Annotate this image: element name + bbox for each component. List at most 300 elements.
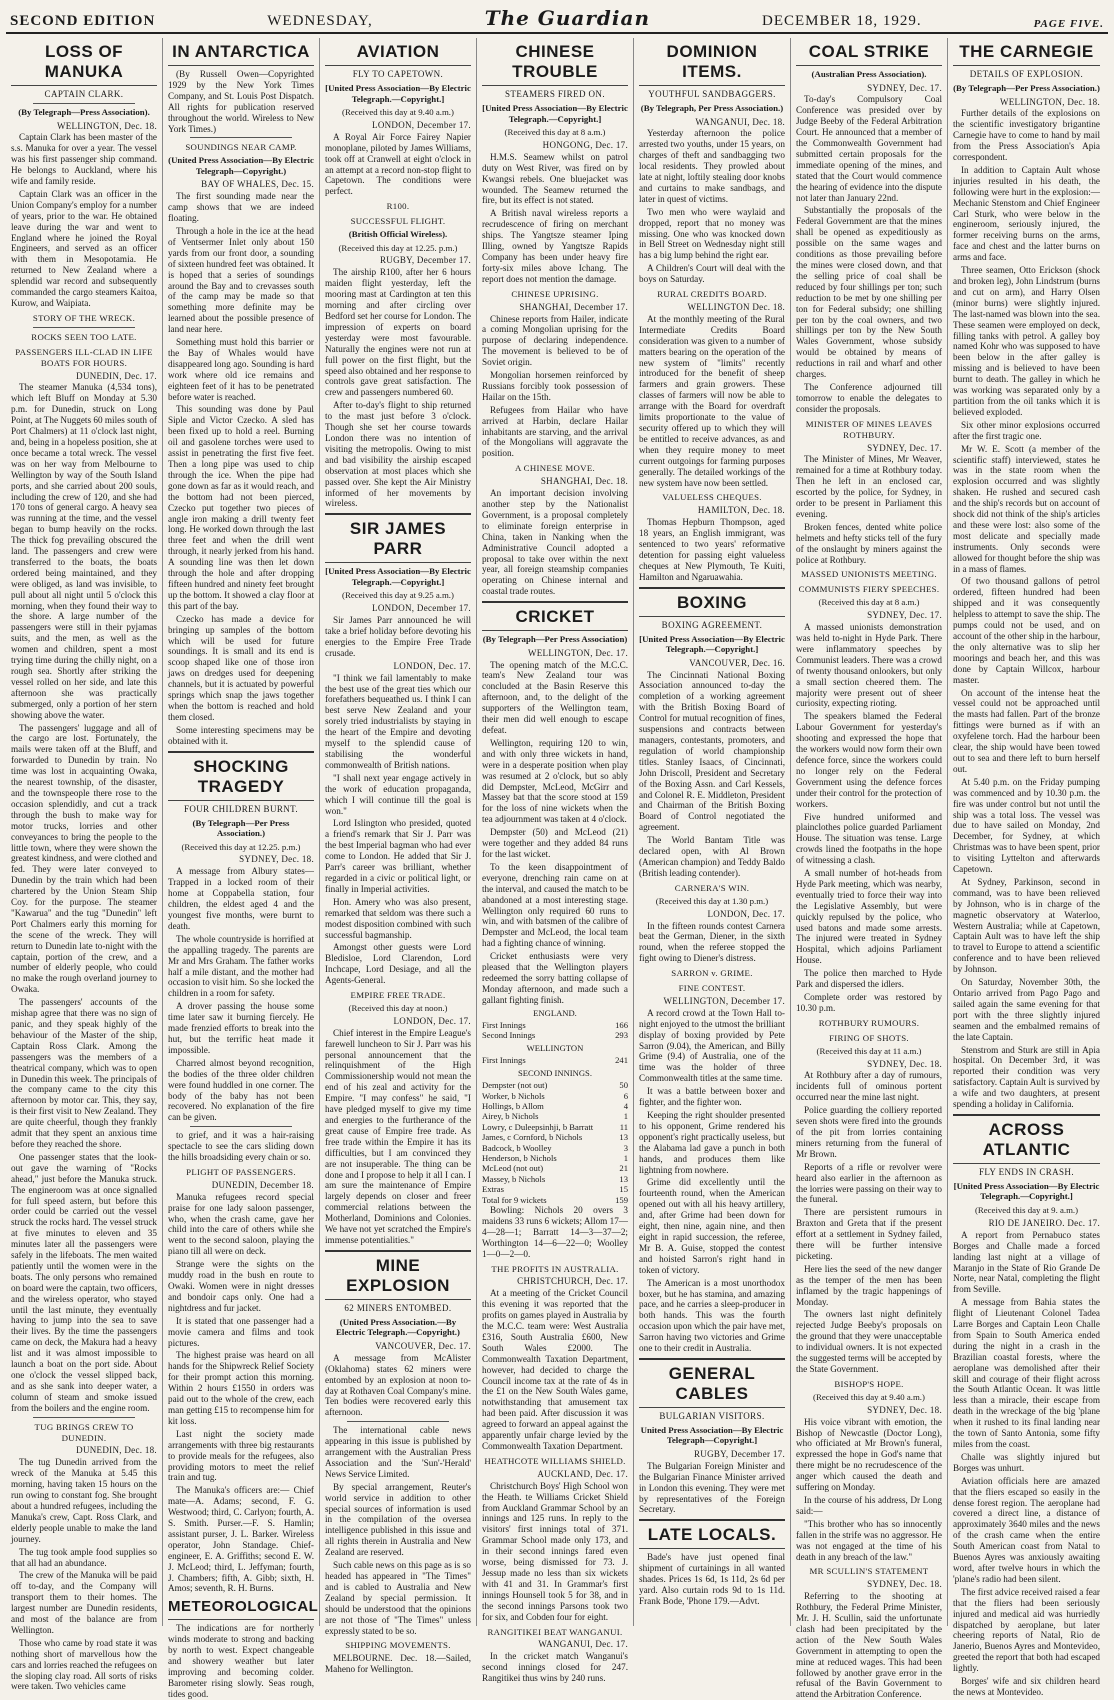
paragraph: Mr W. E. Scott (a member of the scientific staff) interviewed, states he was in the state room when the explosion occurred and was slightly shaken. He rushed and secured cash and the ship's records but on account of shock did not think of the ship's articles and these were lost: also some of the most delicate and specially made instruments. Only seconds were allowed for thought before the ship was in a mass of flames. — [953, 443, 1100, 574]
paragraph: A record crowd at the Town Hall to-night enjoyed to the utmost the brilliant display of boxing provided by Pete Sarron (9.04), the American, and Billy Grime (9.4) of Australia, one of the time was the holder of three Commonwealth titles at the same time. — [639, 1007, 785, 1084]
dateline: DUNEDIN, Dec. 18. — [76, 1445, 157, 1456]
paragraph: Keeping the right shoulder presented to his opponent, Grime rendered his opponent's right practically useless, but the Alabama lad gave a punch in both hands, and produces them like lightning from nowhere. — [639, 1110, 785, 1175]
headline-in-antarctica: IN ANTARCTICA — [168, 42, 314, 66]
batsman: Henderson, b Nichols — [482, 1152, 557, 1163]
total-row — [482, 1195, 628, 1205]
score-label: First Innings — [482, 1055, 526, 1066]
score-row — [482, 1055, 628, 1065]
batsman: Worker, b Nichols — [482, 1090, 545, 1101]
subheading: HEATHCOTE WILLIAMS SHIELD. — [484, 1455, 626, 1466]
paragraph: Christchurch Boys' High School won the Heath. te Williams Cricket Shield from Auckland Grammar School by an innings and 125 runs. In reply to the visitors' first innings total of 371. Grammar School made only 173, and in their second innings fared even worse, being dismissed for 73. J. Jessup made no less than six wickets with 41 and 31. In Grammar's first innings Hounsell took 5 for 38, and in the second innings Parsons took two for six, and Cobden four for eight. — [482, 1480, 628, 1622]
dateline: SYDNEY, Dec. 18. — [239, 854, 314, 865]
batting-row — [482, 1153, 628, 1163]
paragraph: A message from McAlister (Oklahoma) states 62 miners were entombed by an explosion at noon to-day at Rothaven Coal Company's mine. Ten bodies were recovered early this afternoon. — [325, 1352, 471, 1418]
paragraph: The Bulgarian Foreign Minister and the Bulgarian Finance Minister arrived in London this evening. They were met by representatives of the Foreign Secretary. — [639, 1460, 785, 1515]
paragraph: Lord Islington who presided, quoted a friend's remark that Sir J. Parr was the best Imperial bagman who had ever come to London. He added that Sir J. Parr's career was brilliant, whether regarded in a civic or political light, or finally in Imperial activities. — [325, 818, 471, 894]
headline-boxing: BOXING — [639, 593, 785, 617]
score-value: 293 — [615, 1030, 628, 1041]
paragraph: The first sounding made near the camp shows that we are indeed floating. — [168, 191, 314, 224]
paragraph: On account of the intense heat the vessel could not be approached until the masts had fallen. Part of the bronze fittings were burned as if with an oxyfelene torch. Had the harbour been clear, the ship would have been towed out to sea and there left to burn herself out. — [953, 687, 1100, 774]
subheading: FIRING OF SHOTS. — [829, 1032, 909, 1043]
divider — [639, 1358, 785, 1360]
score-row — [482, 1020, 628, 1030]
team-label: ENGLAND. — [533, 1007, 577, 1018]
paragraph: Manuka refugees record special praise for one lady saloon passenger, who, when the crash came, gave her child into the care of others while she went to the second saloon, playing the piano till all were on deck. — [168, 1191, 314, 1257]
paragraph: A message from Albury states—Trapped in a locked room of their home at Coppabella station, four children, the eldest aged 4 and the youngest five months, were burnt to death. — [168, 866, 314, 931]
received-note: (Received this day at 1.30 p.m.) — [655, 895, 769, 906]
headline-aviation: AVIATION — [325, 42, 471, 66]
batsman: James, c Cornford, b Nichols — [482, 1132, 583, 1143]
paragraph: A report from Pernabuco states Borges and Challe made a forced landing last night at a village of Maranjo in the State of Rio Grande De Norte, near Natal, completing the flight from Seville. — [953, 1229, 1100, 1295]
paragraph: One passenger states that the look-out gave the warning of "Rocks ahead," just before the Manuka struck. The engineroom was at once signalled for full speed astern, but before this order could be carried out the vessel struck the rocks hard. The vessel struck at five minutes to eleven and 35 minutes later all the passengers were safely in the lifeboats. The men waited patiently until the women were in the boats. The only persons who remained on board were the captain, two officers, and the wireless operator, who stayed until the last minute, they eventually having to jump into the sea to save their lives. By the time the passengers came on deck, the Makura had a heavy list and it was almost impossible to launch a boat on the port side. About one o'clock the vessel slipped back, and as she sank into deeper water, a column of steam and smoke issued from the boilers and the engine room. — [11, 1151, 157, 1413]
dateline: SYDNEY, Dec. 18. — [867, 1404, 942, 1415]
paragraph: Those who came by road state it was nothing short of marvellous how the cars and lorries reached the refugees on the sloping clay road. All sorts of risks were taken. Two vehicles came — [11, 1637, 157, 1692]
dateline: DUNEDIN, Dec. 17. — [76, 370, 157, 381]
batting-row — [482, 1184, 628, 1194]
divider — [325, 1250, 471, 1252]
paragraph: The tug took ample food supplies so that all had an abundance. — [11, 1546, 157, 1568]
deck: FOUR CHILDREN BURNT. — [183, 803, 299, 814]
column-7 — [948, 38, 1105, 1697]
paragraph: Some interesting specimens may be obtained with it. — [168, 724, 314, 746]
runs: 3 — [623, 1142, 628, 1153]
subheading: TUG BRINGS CREW TO DUNEDIN. — [34, 1421, 134, 1443]
paragraph: At 5.40 p.m. on the Friday pumping was commenced and by 10.30 p.m. the fire was under control but not until the ship was a total loss. The vessel was due to have sailed on Monday, 2nd December, for Sydney, at which Christmas was to have been spent, prior to visiting Lyttelton and afterwards Capetown. — [953, 776, 1100, 875]
wire-credit: (By Telegraph—Per Press Association.) — [953, 83, 1100, 93]
received-note: (Received this day at 11 a.m.) — [816, 1045, 922, 1056]
paragraph: Three seamen, Otto Erickson (shock and broken leg), John Lindstrum (burns and cut on arm), and Harry Olsen (minor burns) were slightly injured. The last-named was blown into the sea. These seamen were employed on deck, filling tanks with petrol. A galley boy named Kohr who was supposed to have been below in the after galley is missing and is believed to have been burnt to death. The galley in which he was working was separated only by a partition from the oil tanks which it is believed exploded. — [953, 265, 1100, 417]
paragraph: Substantially the proposals of the Federal Government are that the mines shall be opened as expeditiously as possible on the same wages and conditions as those prevailing before the mines were closed down, and that the selling price of coal shall be reduced by four shillings per ton; such reduction to be met by one shilling per ton for Federal subsidy; one shilling per ton by the coal owners, and two shillings per ton by the New South Wales Government, whose subsidy would be obtained by means of reductions in rail and wharf and other charges. — [796, 205, 942, 380]
headline-meteorological: METEOROLOGICAL — [168, 1598, 314, 1620]
subheading: PLIGHT OF PASSENGERS. — [186, 1166, 296, 1177]
batsman: Massey, b Nichols — [482, 1173, 546, 1184]
paragraph: On Saturday, November 30th, the Ontario arrived from Pago Pago and sailed again the same evening for that port with the three slightly injured seamen and the embalmed remains of the late Captain. — [953, 977, 1100, 1042]
paragraph: Six other minor explosions occurred after the first tragic one. — [953, 419, 1100, 441]
paragraph: A Royal Air Force Fairey Napier monoplane, piloted by James Williams, took off at Cranwell at eight o'clock in an attempt at a record non-stop flight to Capetown. The conditions were perfect. — [325, 131, 471, 197]
paragraph: It was a battle between boxer and fighter, and the fighter won. — [639, 1086, 785, 1108]
headline-cricket: CRICKET — [482, 607, 628, 631]
paragraph: Five hundred uniformed and plainclothes police guarded Parliament House. The situation was tense. Large crowds lined the footpaths in the hope of witnessing a clash. — [796, 811, 942, 866]
wire-credit: [United Press Association—By Electric Telegraph.—Copyright.] — [325, 83, 471, 104]
dateline: VANCOUVER, Dec. 16. — [689, 657, 785, 668]
divider — [33, 1417, 135, 1418]
paragraph: Mongolian horsemen reinforced by Russians forcibly took possession of Hailar on the 15th. — [482, 370, 628, 402]
subheading: MASSED UNIONISTS MEETING. — [801, 569, 937, 580]
subheading: VALUELESS CHEQUES. — [662, 492, 762, 503]
column-5 — [634, 38, 791, 1626]
paragraph: The passengers' accounts of the mishap agree that there was no sign of panic, and they speak highly of the behaviour of the Master of the ship, Captain Ross Clark. Among the passengers was the members of a theatrical company, which was to open in Dunedin this week. The principals of the company came to the city this afternoon by motor car. This, they say, is their first visit to New Zealand. They are quite cheerful, though they frankly admit that they spent an anxious time before they reached the shore. — [11, 997, 157, 1149]
paragraph: A British naval wireless reports a recrudescence of firing on merchant ships. The Yangtsze steamer Iping Illing, owned by Yangtsze Rapids Company has been under heavy fire forty-six miles above Ichang. The report does not mention the damage. — [482, 208, 628, 284]
column-4 — [477, 38, 634, 1684]
headline-loss-of-manuka: LOSS OF MANUKA — [11, 42, 157, 86]
paragraph: Chinese reports from Hailer, indicate a coming Mongolian uprising for the purpose of declaring independence. The movement is believed to be of Soviet origin. — [482, 313, 628, 368]
paragraph: Charred almost beyond recognition, the bodies of the three older children were found huddled in one corner. The body of the baby has not been recovered. No explanation of the fire can be given. — [168, 1057, 314, 1123]
batting-row — [482, 1122, 628, 1132]
column-2 — [163, 38, 320, 1699]
subheading: EMPIRE FREE TRADE. — [350, 990, 446, 1001]
subheading: BISHOP'S HOPE. — [834, 1378, 904, 1389]
divider — [33, 103, 135, 104]
batting-row — [482, 1080, 628, 1090]
batsman: Extras — [482, 1184, 504, 1195]
paragraph: By special arrangement, Reuter's world service in addition to other special sources of information is used in the compilation of the oversea intelligence published in this issue and all rights therein in Australia and New Zealand are reserved. — [325, 1481, 471, 1558]
dateline: WELLINGTON, Dec. 18. — [999, 96, 1100, 107]
issue-date: DECEMBER 18, 1929. — [761, 13, 922, 29]
divider — [168, 751, 314, 753]
headline-coal-strike: COAL STRIKE — [796, 42, 942, 66]
paragraph: To the keen disappointment of everyone, drenching rain came on at the interval, and caused the match to be abandoned at a most interesting stage. Wellington only required 60 runs to win, and with batsmen of the calibre of Dempster and McLeod, the local team had a fighting chance of winning. — [482, 861, 628, 949]
dateline: SYDNEY, Dec. 17. — [867, 442, 942, 453]
score-value: 166 — [615, 1020, 628, 1031]
deck: 62 MINERS ENTOMBED. — [344, 1302, 452, 1313]
column-3 — [320, 38, 477, 1675]
paragraph: The highest praise was heard on all hands for the Shipwreck Relief Society for their prompt action this morning. Within 2 hours £1550 in orders was paid out to the whole of the crew, each man getting £15 to recompense him for kit loss. — [168, 1350, 314, 1426]
paragraph: Bade's have just opened final shipment of curtainings in all wanted shades. Prices 1s 6d, 1s 11d, 2s 6d per yard. Also curtain rods 9d to 1s 11d. Frank Bode, 'Phone 179.—Advt. — [639, 1552, 785, 1606]
dateline: VANCOUVER, Dec. 17. — [375, 1340, 471, 1351]
dateline: BAY OF WHALES, Dec. 15. — [201, 179, 314, 190]
wire-credit: [United Press Association—By Electric Telegraph.—Copyright.] — [482, 103, 628, 124]
weekday-label: WEDNESDAY, — [267, 13, 373, 29]
dateline: WELLINGTON, Dec. 17. — [527, 647, 628, 658]
paragraph: The Conference adjourned till tomorrow to enable the delegates to consider the proposals. — [796, 381, 942, 414]
paragraph: In the fifteen rounds contest Carnera beat the German, Diener, in the sixth round, when the referee stopped the fight owing to Diener's distress. — [639, 920, 785, 964]
subheading: CHINESE UPRISING. — [511, 288, 599, 299]
paragraph: to grief, and it was a hair-raising spectacle to see the cars sliding down the hills broadsiding every chain or so. — [168, 1130, 314, 1163]
deck: FLY TO CAPETOWN. — [352, 69, 444, 79]
deck: YOUTHFUL SANDBAGGERS. — [648, 89, 776, 99]
paragraph: Captain Clark has been master of the s.s. Manuka for over a year. The vessel was his first passenger ship command. He belongs to Auckland, where his wife and family reside. — [11, 132, 157, 187]
batting-row — [482, 1143, 628, 1153]
paragraph: The crew of the Manuka will be paid off to-day, and the Company will transport them to their homes. The largest number are Dunedin residents, and most of the balance are from Wellington. — [11, 1570, 157, 1635]
deck: FLY ENDS IN CRASH. — [979, 1166, 1074, 1177]
wire-credit: United Press Association—By Electric Telegraph—Copyright.] — [640, 1424, 784, 1446]
subheading: ROCKS SEEN TOO LATE. — [31, 331, 137, 342]
paragraph: Chief interest in the Empire League's farewell luncheon to Sir J. Parr was his personal announcement that the relinquishment of the High Commissionership would not mean the end of his zeal and activity for the Empire. "I may confess" he said, "I have pledged myself to give my time and energies to the furtherance of the great cause of Empire free trade. As free trade within the Empire it has its difficulties, but I am convinced they are not insuperable. The thing can be done and I propose to help it all I can. I am sure the maintenance of Empire largely depends on closer and freer commercial relations between the Motherland, Dominions and Colonies. We have not yet scratched the Empire's immense potentialities." — [325, 1027, 471, 1245]
column-6 — [791, 38, 948, 1700]
paragraph: At the monthly meeting of the Rural Intermediate Credits Board consideration was given to a number of matters bearing on the operation of the new system of "limits" recently introduced for the benefit of sheep farmers and grain growers. These classes of farmers will now be able to arrange with the Board for overdraft limits proportionate to the value of security offered up to which they will be entitled to receive advances, as and when they require money to meet current outgoings for farming purposes generally. The detailed workings of the new system have now been settled. — [639, 313, 785, 488]
paragraph: In the course of his address, Dr Long said:— — [796, 1494, 942, 1516]
paragraph: The American is a most unorthodox boxer, but he has stamina, and amazing pace, and he carries a sleep-producer in both hands. This was the fourth occasion upon which the pair have met, Sarron having two victories and Grime one to their credit in Australia. — [639, 1277, 785, 1354]
paragraph: An important decision involving another step by the Nationalist Government, is a proposal completely to eliminate foreign enterprise in China, taken in Nanking when the Administrative Council adopted a proposal to take over within the next year, all foreign steamship companies operating on Chinese internal and coastal trade routes. — [482, 488, 628, 597]
batting-row — [482, 1132, 628, 1142]
dateline: HAMILTON, Dec. 18. — [697, 505, 785, 516]
paragraph: To-day's Compulsory Coal Conference was presided over by Judge Beeby of the Federal Arbitration Court. He announced that a member of the Commonwealth Government had submitted certain proposals for the immediate opening of the mines, and stated that the Court would commence the hearing of evidence into the dispute not later than January 22nd. — [796, 94, 942, 203]
paragraph: Challe was slightly injured but Borges was unhurt. — [953, 1451, 1100, 1473]
subheading: PASSENGERS ILL-CLAD IN LIFE BOATS FOR HOURS. — [15, 346, 153, 368]
paragraph: Hon. Amery who was also present, remarked that seldom was there such a modest disposition combined with such successful bagmanship. — [325, 896, 471, 940]
dateline: SYDNEY, Dec. 17. — [867, 82, 942, 93]
score-value: 241 — [615, 1055, 628, 1066]
dateline: SYDNEY, Dec. 18. — [867, 1579, 942, 1590]
paragraph: "This brother who has so innocently fallen in the strife was no aggressor. He was not engaged at the time of his death in any breach of the law." — [796, 1518, 942, 1562]
runs: 1 — [623, 1111, 628, 1122]
headline-late-locals: LATE LOCALS. — [639, 1525, 785, 1549]
runs: 15 — [619, 1184, 628, 1195]
paragraph: Wellington, requiring 120 to win, and with only three wickets in hand, were in a desperate position when play was resumed at 2 o'clock, but so ably did Dempster, McLeod, McGirr and Massey bat that the score stood at 159 for the loss of nine wickets when the tea adjournment was taken at 4 o'clock. — [482, 737, 628, 825]
paragraph: Of two thousand gallons of petrol ordered, fifteen hundred had been shipped and it was consequently helpless to attempt to save the ship. The pumps could not be used, and on account of the other ship in the harbour, the only alternative was to slip her moorings and beach her, and this was done by Captain Willcox, harbour master. — [953, 576, 1100, 685]
batting-row — [482, 1163, 628, 1173]
subheading: ROTHBURY RUMOURS. — [818, 1017, 920, 1028]
team-label: WELLINGTON — [526, 1042, 584, 1053]
deck: BULGARIAN VISITORS. — [659, 1410, 765, 1421]
paragraph: Police guarding the colliery reported seven shots were fired into the grounds of the pit from lorries containing miners returning from the funeral of Mr Brown. — [796, 1105, 942, 1159]
paragraph: "I think we fail lamentably to make the best use of the great ties which our forefathers bequeathed us. I think I can best serve New Zealand and your sorely tried industrialists by staying in the heart of the Empire and devoting myself to the splendid cause of stabilising the wonderful commonwealth of British nations. — [325, 672, 471, 770]
dateline: SHANGHAI, December 17. — [519, 301, 628, 312]
paragraph: Further details of the explosions on the scientific investigatory brigantine Carnegie have to come to hand by mail from the Press Association's Apia correspondent. — [953, 108, 1100, 163]
headline-dominion-items: DOMINION ITEMS. — [639, 42, 785, 86]
divider — [953, 1114, 1100, 1116]
wire-credit: (British Official Wireless). — [348, 229, 448, 240]
runs: 6 — [623, 1090, 628, 1101]
paragraph: Captain Clark was an officer in the Union Company's employ for a number of years, prior to the war. He obtained leave during the war and went to England where he joined the Royal Engineers, and served as an officer with them in Mesopotamia. He returned to New Zealand where a splendid war record and subsequently commanded the cargo steamers Kaitoa, Kurow, and Waipiata. — [11, 188, 157, 308]
deck: STEAMERS FIRED ON. — [505, 89, 605, 99]
subheading: A CHINESE MOVE. — [514, 463, 595, 474]
subheading: THE PROFITS IN AUSTRALIA. — [491, 1263, 619, 1274]
paragraph: His voice vibrant with emotion, the Bishop of Newcastle (Doctor Long), who officiated at Mr Brown's funeral, expressed the hope in God's name that there might be no recrudescence of the anger which caused the death and suffering on Monday. — [796, 1416, 942, 1493]
runs: 13 — [619, 1132, 628, 1143]
paragraph: There are persistent rumours in Braxton and Greta that if the present effort at a settlement in Sydney failed, there will be further intensive picketing. — [796, 1207, 942, 1261]
wire-credit: (Australian Press Association). — [811, 69, 927, 79]
wire-credit: (By Telegraph, Per Press Association.) — [640, 103, 784, 113]
dateline: SHANGHAI, Dec. 18. — [540, 476, 628, 487]
divider — [639, 587, 785, 589]
received-note: (Received this day at 12.25. p.m.) — [181, 841, 301, 852]
runs: 11 — [619, 1121, 628, 1132]
subheading: SARRON v. GRIME. — [671, 968, 753, 979]
received-note: (Received this day at 9.40 a.m.) — [342, 107, 454, 117]
batting-row — [482, 1174, 628, 1184]
dateline: CHRISTCHURCH, Dec. 17. — [517, 1276, 628, 1287]
paragraph: In the cricket match Wanganui's second innings closed for 247. Rangitikei thus wins by 240 runs. — [482, 1651, 628, 1684]
subheading: RURAL CREDITS BOARD. — [657, 289, 767, 300]
dateline: WELLINGTON, Dec. 18. — [56, 120, 157, 131]
headline-sir-james-parr: SIR JAMES PARR — [325, 519, 471, 563]
paragraph: The international cable news appearing in this issue is published by arrangement with the Australian Press Association and the 'Sun'-'Herald' News Service Limited. — [325, 1425, 471, 1479]
dateline: RUGBY, December 17. — [693, 1448, 785, 1459]
paragraph: It is stated that one passenger had a movie camera and films and took pictures. — [168, 1315, 314, 1348]
paragraph: A message from Bahia states the flight of Lieutenant Colonel Tadea Larre Borges and Captain Leon Challe from Spain to South America ended during the night in a crash in the Brazilian coastal forests, where the aeroplane was demolished after their skill and courage of their flight across the South Atlantic Ocean. It was little less than a miracle, their escape from death in the wreckage of the big 'plane when it rushed to its final landing near the town of Santo Antonia, some fifty miles from the coast. — [953, 1297, 1100, 1449]
score-label: Second Innings — [482, 1030, 536, 1041]
paragraph: Reports of a rifle or revolver were heard also earlier in the afternoon as the lorries were passing on their way to the funeral. — [796, 1161, 942, 1205]
runs: 13 — [619, 1173, 628, 1184]
columns — [6, 38, 1108, 1700]
wire-credit: [United Press Association—By Electric Telegraph.—Copyright.] — [325, 566, 471, 587]
dateline: HONGONG, Dec. 17. — [542, 139, 628, 150]
paragraph: Strange were the sights on the muddy road in the bush en route to Owaki. Women were in night dresses and bondoir caps only. One had a nightdress and fur jacket. — [168, 1259, 314, 1313]
paragraph: Aviation officials here are amazed that the fliers escaped so easily in the dense forest region. The aeroplane had covered a direct line, a distance of approximately 3640 miles and the news of the crash came when the entire South American coast from Natal to Buenos Ayres was anxiously awaiting word, after twelve hours in which the 'plane's radio had been silent. — [953, 1475, 1100, 1584]
headline-general-cables: GENERAL CABLES — [639, 1364, 785, 1408]
received-note: (Received this day at 9. a.m.) — [974, 1204, 1079, 1215]
paper-title: The Guardian — [484, 6, 650, 30]
paragraph: Cricket enthusiasts were very pleased that the Wellington players redeemed the sorry batting collapse of Monday afternoon, and made such a gallant fighting finish. — [482, 951, 628, 1005]
paragraph: Dempster (50) and McLeod (21) were together and they added 84 runs for the last wicket. — [482, 827, 628, 859]
paragraph: Bowling: Nichols 20 overs 3 maidens 33 runs 6 wickets; Allom 17—4—28—1; Barratt 14—3—37—2; Worthington 14—6—22—0; Woolley 1—0—2—0. — [482, 1204, 628, 1259]
dateline: LONDON, Dec. 17. — [707, 908, 785, 919]
runs: 50 — [619, 1080, 628, 1091]
paragraph: Thomas Hepburn Thompson, aged 18 years, an English immigrant, was sentenced to two years' reformative detention for passing eight valueless cheques at New Plymouth, Te Kuiti, Hamilton and Ngaruawahia. — [639, 517, 785, 582]
paragraph: Through a hole in the ice at the head of Ventsermer Inlet only about 150 yards from our front door, a sounding of sixteen hundred feet was obtained. It is hoped that a series of soundings around the Bay and to crevasses south of the camp may be made so that something more definite may be learned about the possible presence of land near here. — [168, 225, 314, 335]
paragraph: Yesterday afternoon the police arrested two youths, under 15 years, on charges of theft and sandbagging two local residents. They prowled about late at night, loftily stealing door knobs and curtains to make sandbags, and later in quest of victims. — [639, 128, 785, 204]
headline-the-carnegie: THE CARNEGIE — [953, 42, 1100, 66]
paragraph: The passengers' luggage and all of the cargo are lost. Fortunately, the mails were taken off at the Bluff, and forwarded to Dunedin by train. No time was lost in acquainting Owaka, the nearest township, of the disaster, and the townspeople there rose to the occasion splendidly, and cut a track through the bush to make way for motor trucks, lorries and other conveyances to bring the people to the little town, where they were shown the greatest kindness, and were clothed and fed. They were later conveyed to Dunedin by the train which had been chartered by the Union Steam Ship Coy. for the purpose. The steamer "Kawarua" and the tug "Dunedin" left Port Chalmers early this morning for the scene of the wreck. They will return to Dunedin late to-night with the captain, portion of the crew, and a number of elderly people, who could no make the rough overland journey to Owaka. — [11, 722, 157, 995]
paragraph: The owners last night definitely rejected Judge Beeby's proposals on the ground that they were unacceptable to individual owners. It is not expected the suggested terms will be accepted by the State Government. — [796, 1309, 942, 1374]
paragraph: The Manuka's officers are:— Chief mate—A. Adams; second, F. G. Westwood; third, C. Carlyon; fourth, A. S. Smith. Purser.—F. S. Hamlin; assistant purser, J. L. Barker. Wireless operator, John Standage. Chief-engineer, E. A. Griffiths; second E. W. J. McLeod; third, L. Jeffyman; fourth, J. Chambers; fifth, A. Gibb; sixth, H. Amos; seventh, R. H. Burns. — [168, 1485, 314, 1594]
paragraph: Referring to the shooting at Rothbury, the Federal Prime Minister, Mr. J. H. Scullin, said the unfortunate clash had been precipitated by the action of the New South Wales Government in attempting to open the mine at reduced wages. This had been followed by another grave error in the refusal of the Bavin Government to attend the Arbitration Conference. — [796, 1591, 942, 1700]
batting-row — [482, 1091, 628, 1101]
wire-credit: (By Telegraph—Press Association). — [18, 107, 150, 117]
deck: BOXING AGREEMENT. — [661, 619, 763, 630]
subheading: STORY OF THE WRECK. — [32, 312, 136, 323]
paragraph: The indications are for northerly winds moderate to strong and backing by north to west. Expect changeable and showery weather but later improving and becoming colder. Barometer rising slowly. Seas rough, tides good. — [168, 1623, 314, 1699]
paragraph: At Sydney, Parkinson, second in command, was to have been relieved by Johnson, who is in charge of the magnetic observatory at Waterloo, Western Australia; while at Capetown, Captain Ault was to have left the ship to travel to Europe to attend a scientific conference and to have been relieved by Johnson. — [953, 876, 1100, 975]
wire-credit: (United Press Association—By Electric Telegraph—Copyright.) — [168, 155, 314, 176]
paragraph: A Children's Court will deal with the boys on Saturday. — [639, 263, 785, 285]
paragraph: "I shall next year engage actively in the work of education propaganda, which I will continue till the goal is won." — [325, 772, 471, 816]
batsman: Dempster (not out) — [482, 1080, 548, 1091]
paragraph: The first advice received raised a fear that the fliers had been seriously injured and medical aid was hurriedly dispatched by aeroplane, but later cheering reports of Natal, Rio de Janerio, Buenos Ayres and Montevideo, greeted the report that both had escaped lightly. — [953, 1586, 1100, 1674]
dateline: RIO DE JANEIRO. Dec. 17. — [988, 1217, 1100, 1228]
paragraph: Czecko has made a device for bringing up samples of the bottom which will be used for future soundings. It is small and its end is scoop shaped like one of those iron jaws on dredges used for deepening channels, but it is actuated by powerful springs which snap the jaws together when the bottom is reached and hold them closed. — [168, 613, 314, 722]
paragraph: Something must hold this barrier or the Bay of Whales would have disappeared long ago. Sounding is hard work where old ice remains and eighteen feet of it has to be penetrated before water is reached. — [168, 337, 314, 402]
paragraph: The opening match of the M.C.C. team's New Zealand tour was concluded at the Basin Reserve this afternoon, and, to the delight of the supporters of the Wellington team, their men did well enough to escape defeat. — [482, 659, 628, 735]
dateline: WELLINGTON, December 17. — [663, 995, 785, 1006]
innings-label: SECOND INNINGS. — [517, 1067, 592, 1078]
total-label: Total for 9 wickets — [482, 1194, 547, 1205]
paragraph: A small number of hot-heads from Hyde Park meeting, which was nearby, eventually tried to force their way into the Legislative Assembly, but were quickly repulsed by the police, who used batons and made some arrests. The injured were treated in Sydney Hospital, which adjoins Parliament House. — [796, 868, 942, 966]
paragraph: The airship R100, after her 6 hours maiden flight yesterday, left the mooring mast at Cardington at ten this morning and after circling over Bedford set her course for London. The impression of experts on board yesterday were most favourable. Naturally the engines were not run at full power on the first flight, but the speed also obtained and her response to controls gave great satisfaction. The crew and passengers numbered 60. — [325, 267, 471, 398]
received-note: (Received this day at noon.) — [348, 1002, 448, 1013]
subheading: RANGITIKEI BEAT WANGANUI. — [487, 1626, 623, 1637]
subheading: SHIPPING MOVEMENTS. — [345, 1640, 451, 1651]
paragraph: In addition to Captain Ault whose injuries resulted in his death, the following were hurt in the explosion:—Mechanic Stenstom and Chief Engineer Carl Sturk, who were below in the engineroom, seriously injured, the former receiving burns on the arms, face and chest and the latter burns on arms and face. — [953, 164, 1100, 263]
paragraph: Amongst other guests were Lord Bledisloe, Lord Clarendon, Lord Inchcape, Lord Desiage, and all the Agents-General. — [325, 942, 471, 986]
paragraph: The World Bantam Title was declared open, with Al Brown (American champion) and Teddy Baldo (British leading contender). — [639, 835, 785, 878]
wire-credit: (By Telegraph—Per Press Association.) — [192, 817, 290, 839]
paragraph: The whole countryside is horrified at the appalling tragedy. The parents are Mr and Mrs Graham. The father works half a mile distant, and the mother had occasion to visit him. So she locked the children in a room for safety. — [168, 933, 314, 999]
paragraph: A massed unionists demonstration was held to-night in Hyde Park. There were inflammatory speeches by Communist leaders. There was a crowd of twenty thousand onlookers, but only a small section cheered them. The majority were present out of sheer curiosity, expecting rioting. — [796, 622, 942, 709]
subheading: FINE CONTEST. — [678, 983, 746, 994]
paragraph: H.M.S. Seamew whilst on patrol duty on West River, was fired on by Kwangsi rebels. One bluejacket was wounded. The Seamew returned the fire, but its effect is not stated. — [482, 151, 628, 206]
divider — [190, 1126, 292, 1127]
wire-credit: (United Press Association.—By Electric Telegraph.—Copyright.) — [336, 1316, 460, 1338]
paragraph: Here lies the seed of the new danger as the temper of the men has been inflamed by the tragic happenings of Monday. — [796, 1263, 942, 1307]
dateline: LONDON, Dec. 17. — [393, 1015, 471, 1026]
divider — [639, 1519, 785, 1521]
headline-shocking-tragedy: SHOCKING TRAGEDY — [168, 757, 314, 801]
score-label: First Innings — [482, 1020, 526, 1031]
dateline: WANGANUI, Dec. 18. — [695, 116, 785, 127]
dateline: LONDON, December 17. — [372, 603, 471, 614]
scoreboard — [482, 1008, 628, 1205]
headline-across-atlantic: ACROSS ATLANTIC — [953, 1120, 1100, 1164]
divider — [325, 513, 471, 515]
masthead — [6, 4, 1108, 34]
paragraph: Broken fences, dented white police helmets and hefty sticks tell of the fury of the onslaught by miners against the police at Rothbury. — [796, 521, 942, 565]
paragraph: Grime did excellently until the fourteenth round, when the American opened out with all his heavy artillery, and, after Grime had been down for eight, then nine, again nine, and then eight in rapid succession, the referee, Mr B. A. Guise, stopped the contest and hoisted Sarron's right hand in token of victory. — [639, 1177, 785, 1275]
dateline: SYDNEY, Dec. 18. — [867, 1058, 942, 1069]
received-note: (Received this day at 12.25. p.m.) — [338, 242, 458, 253]
paragraph: The Cincinnati National Boxing Association announced to-day the completion of a working agreement with the British Boxing Board of Control for mutual recognition of fines, suspensions and contracts between managers, contestants, promoters, and regulation of world championship titles. Stanley Isaacs, of Cincinnati, John Driscoll, President and Secretary of the Boxing Assn. and Carl Kessels, and Colonel R. E. Middleton, President and Chairman of the British Boxing Board of Control negotiated the agreement. — [639, 669, 785, 833]
deck: CAPTAIN CLARK. — [44, 89, 124, 99]
subheading: MR SCULLIN'S STATEMENT — [809, 1566, 929, 1577]
batsman: Badcock, b Woolley — [482, 1142, 552, 1153]
paragraph: Complete order was restored by 10.30 p.m. — [796, 992, 942, 1013]
batsman: Hollings, b Allom — [482, 1100, 544, 1111]
page-number: PAGE FIVE. — [1033, 18, 1104, 30]
paragraph: The tug Dunedin arrived from the wreck of the Manuka at 5.45 this morning, having taken 15 hours on the run owing to constant fog. She brought about a hundred refugees, including the Manuka's crew, Capt. Ross Clark, and elderly people unable to make the land journey. — [11, 1457, 157, 1544]
subheading: CARNERA'S WIN. — [674, 882, 750, 893]
received-note: (Received this day at 8 a.m.) — [504, 127, 606, 137]
wire-credit: [United Press Association—By Electric Telegraph.—Copyright.] — [639, 633, 785, 655]
dateline: LONDON, Dec. 17. — [393, 660, 471, 671]
total-value: 159 — [615, 1194, 628, 1205]
byline: (By Russell Owen—Copyrighted 1929 by the New York Times Company, and St. Louis Post Dispatch. All rights for publication reserved throughout the world. Wireless to New York Times.) — [168, 69, 314, 134]
dateline: DUNEDIN, December 18. — [211, 1179, 314, 1190]
divider — [347, 1421, 449, 1422]
subheading: SUCCESSFUL FLIGHT. — [350, 216, 446, 227]
received-note: (Received this day at 9.25 a.m.) — [342, 590, 454, 601]
paragraph: At Rothbury after a day of rumours, incidents full of ominous portent occurred near the mine last night. — [796, 1070, 942, 1103]
batsman: Lowry, c Duleepsinhji, b Barratt — [482, 1121, 594, 1132]
paragraph: After to-day's flight to ship returned to the mast just before 3 o'clock. Though she set her course towards London there was no intention of visiting the metropolis. Owing to mist and bad visibility the airship escaped observation at most places which she passed over. She kept the Air Ministry informed of her movements by wireless. — [325, 400, 471, 509]
paragraph: Two men who were waylaid and dropped, report that no money was missing. One who was knocked down in Bell Street on Wednesday night still has a big lump behind the right ear. — [639, 206, 785, 261]
paragraph: This sounding was done by Paul Siple and Victor Czecko. A sled has been fixed up to hold a reel. Burning oil and gasolene torches were used to assist in penetrating the first five feet. Then a long pipe was used to chip through the ice. When the pipe had gone down as far as it would reach, and the bottom had not been pierced, Czecko put together two pieces of angle iron making a drill twenty feet long. He worked down through the last three feet and when the drill went through, it nearly jerked from his hand. A sounding line was then let down through the hole and after dropping fifteen hundred and ninety feet brought up the bottom. It showed a clay floor at this part of the bay. — [168, 404, 314, 611]
subheading: R100. — [386, 201, 410, 212]
deck: DETAILS OF EXPLOSION. — [969, 69, 1084, 79]
runs: 1 — [623, 1152, 628, 1163]
dateline: RUGBY, December 17. — [379, 255, 471, 266]
score-row — [482, 1030, 628, 1040]
divider — [482, 601, 628, 603]
headline-chinese-trouble: CHINESE TROUBLE — [482, 42, 628, 86]
edition-label: SECOND EDITION — [10, 13, 156, 29]
wire-credit: [United Press Association—By Electric Telegraph.—Copyright.] — [953, 1180, 1100, 1202]
dateline: WANGANUI, Dec. 17. — [538, 1639, 628, 1650]
subheading: MINISTER OF MINES LEAVES ROTHBURY. — [805, 418, 933, 440]
dateline: AUCKLAND, Dec. 17. — [537, 1468, 628, 1479]
paragraph: The steamer Manuka (4,534 tons), which left Bluff on Monday at 5.30 p.m. for Dunedin, struck on Long Point, at The Nuggets 60 miles south of Port Chalmers) at 11 o'clock last night, and, being in a hopeless position, she at once became a total wreck. The vessel was on her way from Melbourne to Wellington by way of the South Island ports, and she carried about 200 souls, including the crew of 120, and she had 170 tons of general cargo. A heavy sea was running at the time, and the vessel began to bump heavily on the rocks. The thick fog prevailing obscured the land. The passengers and crew were transferred to the boats, the boats ordered being maintained, and they were obliged, as land was invisible, to pull about all night until 5 o'clock this morning, when they found their way to the shore. A large number of the passengers were still in their pyjamas suits, and the men, as well as the women and children, spent a most trying time during the chilly night, on a rough sea. Shortly after striking the vessel rolled on her side, and late this afternoon she was practically submerged, only a portion of her stern showing above the water. — [11, 382, 157, 720]
wire-credit: (By Telegraph—Per Press Association) — [482, 634, 628, 645]
paragraph: Refugees from Hailar who have arrived at Harbin, declare Hailar inhabitants are starving, and the arrival of the Mongolians will aggravate the position. — [482, 404, 628, 459]
dateline: WELLINGTON Dec. 18. — [687, 302, 785, 312]
batsman: Airey, b Nichols — [482, 1111, 539, 1122]
batting-row — [482, 1111, 628, 1121]
subheading: COMMUNISTS FIERY SPEECHES. — [798, 584, 940, 595]
paragraph: The Minister of Mines, Mr Weaver, remained for a time at Rothbury today. Then he left in an enclosed car, escorted by the police, for Sydney, in order to be present in Parliament this evening. — [796, 454, 942, 519]
paragraph: Such cable news on this page as is so headed has appeared in "The Times" and is cabled to Australia and New Zealand by special permission. It should be understood that the opinions are not those of "The Times" unless expressly stated to be so. — [325, 1560, 471, 1636]
received-note: (Received this day at 9.40 a.m.) — [813, 1391, 925, 1402]
paragraph: A drover passing the house some time later saw it burning fiercely. He made frenzied efforts to break into the hut, but the terrific heat made it impossible. — [168, 1001, 314, 1055]
dateline: LONDON, December 17. — [372, 119, 471, 130]
dateline: SYDNEY, Dec. 17. — [867, 610, 942, 621]
subheading: SOUNDINGS NEAR CAMP. — [185, 142, 297, 153]
column-1 — [6, 38, 163, 1692]
batsman: McLeod (not out) — [482, 1163, 544, 1174]
paragraph: Last night the society made arrangements with three big restaurants to provide meals for the refugees, also providing motors to meet the relief train and tug. — [168, 1428, 314, 1483]
headline-mine-explosion: MINE EXPLOSION — [325, 1256, 471, 1300]
paragraph: The police then marched to Hyde Park and dispersed the idlers. — [796, 968, 942, 990]
divider — [190, 137, 292, 138]
paragraph: Stenstrom and Sturk are still in Apia hospital. On December 3rd, it was reported their condition was very satisfactory. Captain Ault is survived by a wife and two daughters, at present spending a holiday in California. — [953, 1044, 1100, 1110]
batting-row — [482, 1101, 628, 1111]
paragraph: At a meeting of the Cricket Council this evening it was reported that the profits on games played in Australia by the M.C.C. team were: West Australia £316, South Australia £600, New South Wales £2000. The Commonwealth Taxation Department, however, had decided to charge the Council income tax at the rate of 4s in the £1 on the New South Wales game, notwithstanding that amusement tax had been paid. After discussion it was agreed to forward an appeal against the apparently unfair charge levied by the Commonwealth Taxation Department. — [482, 1288, 628, 1451]
paragraph: The speakers blamed the Federal Labour Government for yesterday's shooting and expressed the hope that the workers would now form their own defence force, since the workers could no longer rely on the Federal Government using the defence forces under their control for the protection of workers. — [796, 711, 942, 809]
paragraph: MELBOURNE. Dec. 18.—Sailed, Maheno for Wellington. — [325, 1653, 471, 1675]
received-note: (Received this day at 8 a.m.) — [818, 597, 920, 608]
divider — [33, 327, 135, 328]
runs: 21 — [619, 1163, 628, 1174]
runs: 4 — [623, 1100, 628, 1111]
